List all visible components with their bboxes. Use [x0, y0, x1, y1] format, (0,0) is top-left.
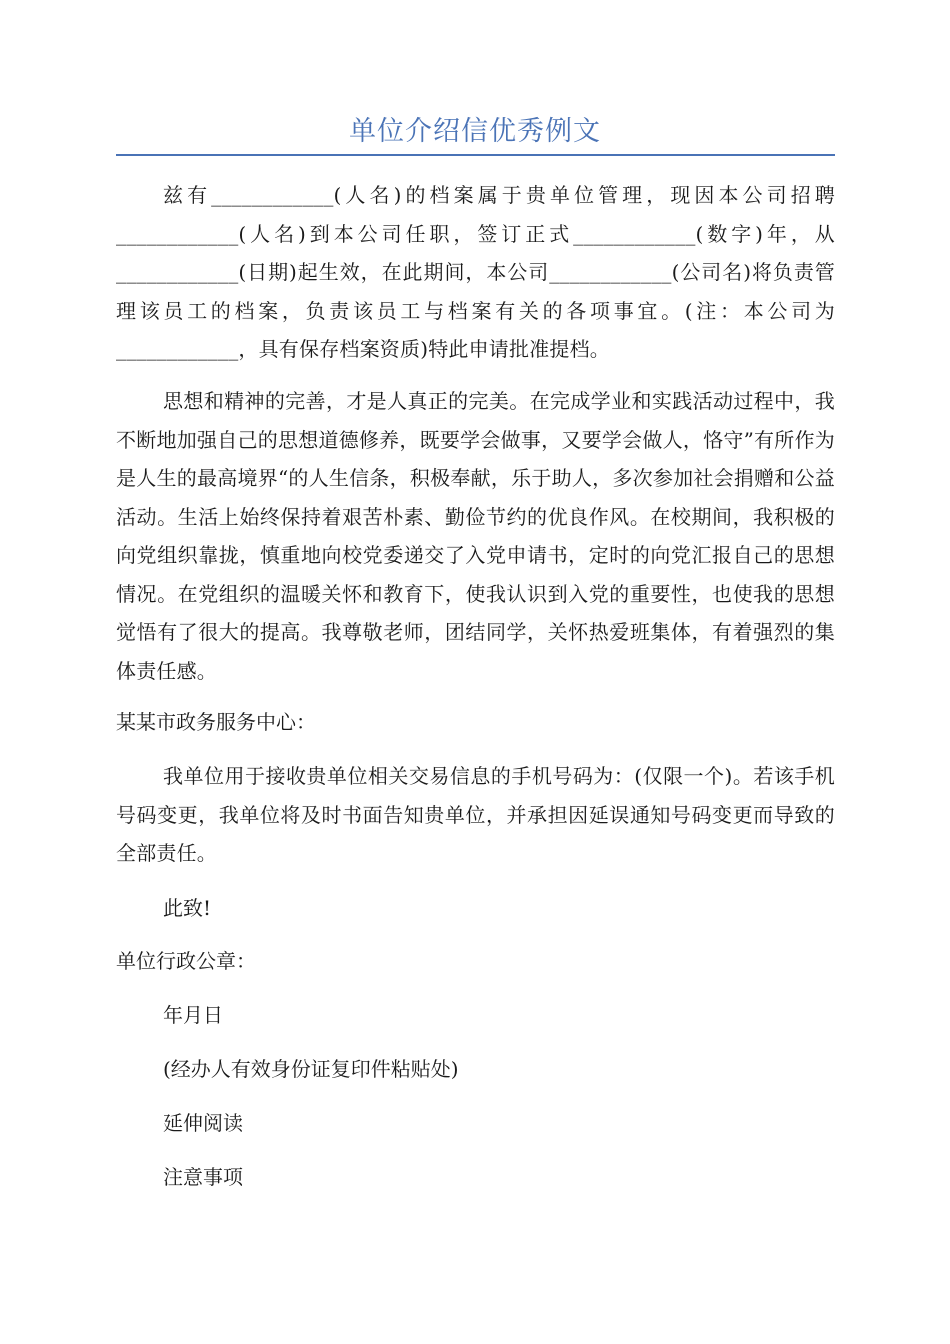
paragraph-self-assessment: 思想和精神的完善，才是人真正的完美。在完成学业和实践活动过程中，我不断地加强自己的思想道德修养，既要学会做事，又要学会做人，恪守”有所作为是人生的最高境界“的人生信条，积极奉献，乐于助人，多次参加社会捐赠和公益活动。生活上始终保持着艰苦朴素、勤俭节约的优良作风。在校期间，我积极的向党组织靠拢，慎重地向校党委递交了入党申请书，定时的向党汇报自己的思想情况。在党组织的温暖关怀和教育下，使我认识到入党的重要性，也使我的思想觉悟有了很大的提高。我尊敬老师，团结同学，关怀热爱班集体，有着强烈的集体责任感。	[116, 389, 835, 683]
id-copy-note: (经办人有效身份证复印件粘贴处)	[163, 1057, 459, 1081]
recipient-line: 某某市政务服务中心：	[116, 710, 316, 734]
closing-line: 此致!	[163, 896, 212, 920]
extended-reading-heading: 延伸阅读	[163, 1111, 243, 1135]
title-underline	[116, 154, 835, 156]
notes-heading: 注意事项	[163, 1165, 243, 1189]
paragraph-intro-letter: 兹有____________(人名)的档案属于贵单位管理，现因本公司招聘____________(人名)到本公司任职，签订正式____________(数字)年，从____________(日期)起生效，在此期间，本公司____________(公司名)将负责管理该员工的档案，负责该员工与档案有关的各项事宜。(注：本公司为____________，具有保存档案资质)特此申请批准提档。	[116, 183, 835, 361]
seal-label: 单位行政公章：	[116, 949, 256, 973]
date-line: 年月日	[163, 1003, 223, 1027]
document-title: 单位介绍信优秀例文	[349, 116, 601, 147]
paragraph-phone-notice: 我单位用于接收贵单位相关交易信息的手机号码为：(仅限一个)。若该手机号码变更，我单位将及时书面告知贵单位，并承担因延误通知号码变更而导致的全部责任。	[116, 764, 835, 865]
